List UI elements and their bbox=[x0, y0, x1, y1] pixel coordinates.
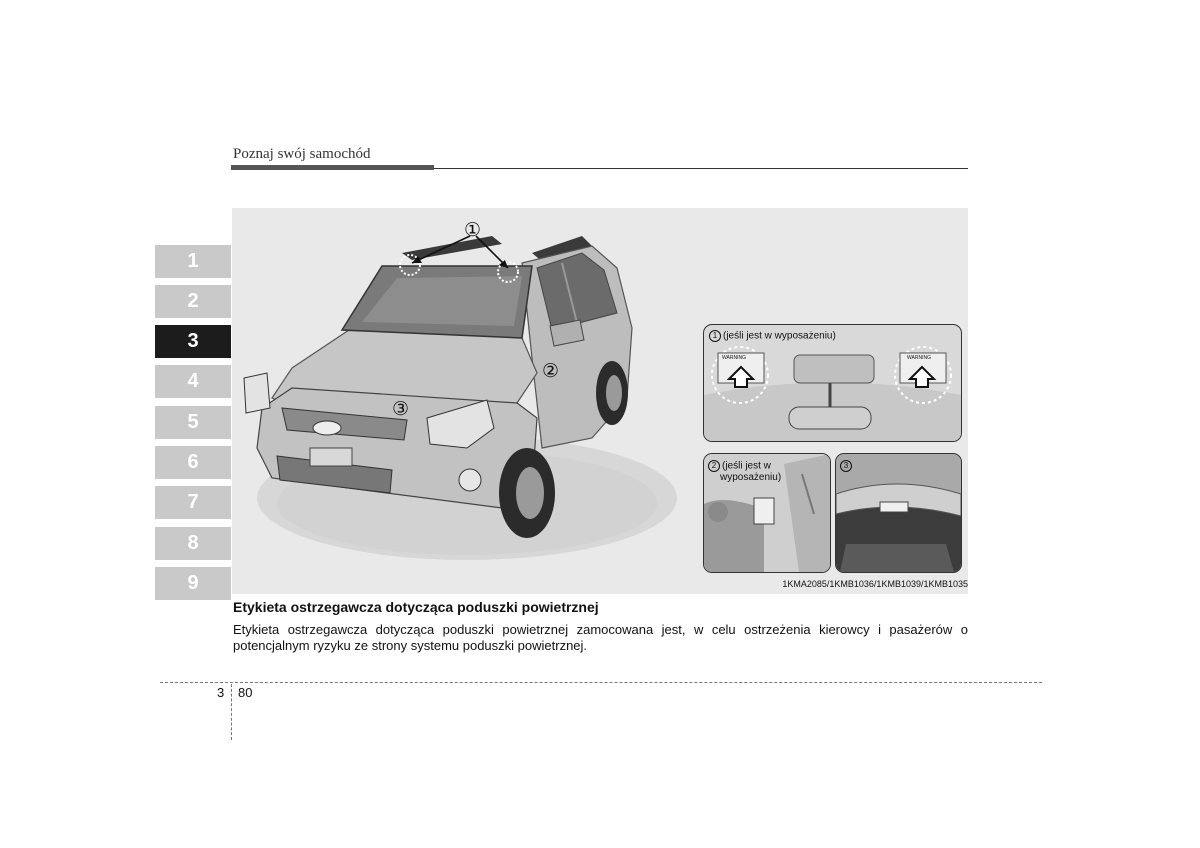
chapter-tab-1[interactable]: 1 bbox=[155, 245, 231, 278]
running-header: Poznaj swój samochód bbox=[233, 146, 371, 162]
panel-number: 2 bbox=[708, 460, 720, 472]
warning-text-right: WARNING bbox=[907, 355, 931, 361]
panel-label: (jeśli jest w wyposażeniu) bbox=[723, 330, 836, 342]
footer-vertical-divider bbox=[231, 684, 232, 740]
detail-panel-headliner bbox=[703, 324, 962, 442]
chapter-tab-7[interactable]: 7 bbox=[155, 486, 231, 519]
chapter-tab-9[interactable]: 9 bbox=[155, 567, 231, 600]
detail-panel-pillar bbox=[703, 453, 831, 573]
panel-number: 1 bbox=[709, 330, 721, 342]
panel-label-line1: (jeśli jest w bbox=[722, 460, 771, 472]
chapter-tab-3[interactable]: 3 bbox=[155, 325, 231, 358]
chapter-tab-2[interactable]: 2 bbox=[155, 285, 231, 318]
chapter-tab-5[interactable]: 5 bbox=[155, 406, 231, 439]
marker-1: ① bbox=[464, 220, 482, 241]
airbag-label-figure bbox=[232, 208, 968, 594]
header-rule-thick bbox=[231, 165, 434, 170]
chapter-tab-6[interactable]: 6 bbox=[155, 446, 231, 479]
chapter-tab-4[interactable]: 4 bbox=[155, 365, 231, 398]
header-rule-thin bbox=[434, 168, 968, 169]
body-paragraph: Etykieta ostrzegawcza dotycząca poduszki powietrznej zamocowana jest, w celu ostrzeżenia kierowcy i pasażerów o potencjalnym ryzyku ze strony systemu poduszki powietrznej. bbox=[233, 622, 968, 653]
marker-3: ③ bbox=[392, 399, 410, 420]
section-title: Etykieta ostrzegawcza dotycząca poduszki powietrznej bbox=[233, 599, 599, 615]
warning-text-left: WARNING bbox=[722, 355, 746, 361]
chapter-tab-8[interactable]: 8 bbox=[155, 527, 231, 560]
figure-code: 1KMA2085/1KMB1036/1KMB1039/1KMB1035 bbox=[782, 579, 968, 589]
marker-2: ② bbox=[542, 361, 560, 382]
footer-divider bbox=[160, 682, 1042, 683]
chapter-number: 3 bbox=[217, 685, 225, 700]
page-number: 80 bbox=[238, 685, 253, 700]
panel-label-line2: wyposażeniu) bbox=[720, 472, 782, 483]
detail-panel-hood bbox=[835, 453, 962, 573]
panel-number: 3 bbox=[840, 460, 852, 472]
